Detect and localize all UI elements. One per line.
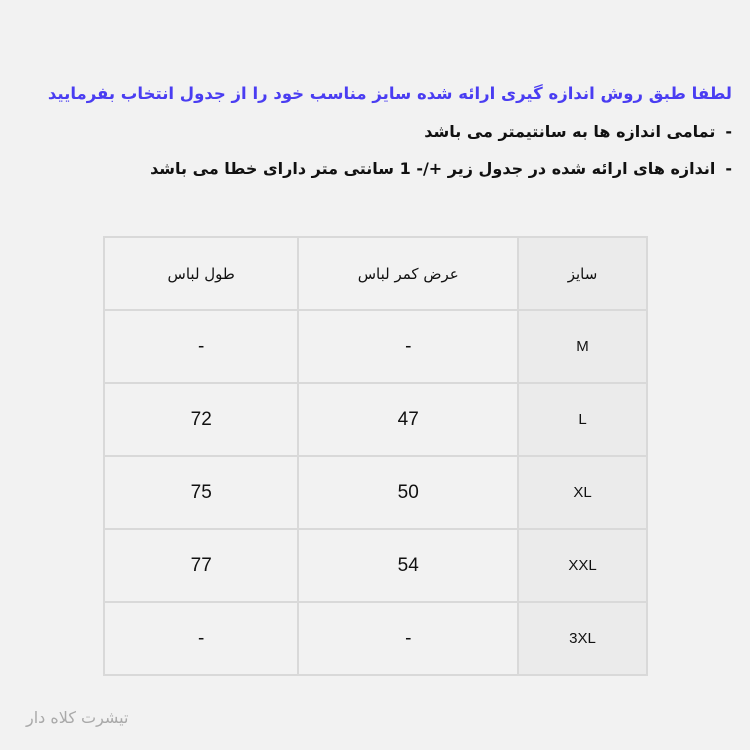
size-cell: XL — [518, 456, 647, 529]
waist-cell: 50 — [298, 456, 518, 529]
header-garment-length: طول لباس — [104, 237, 298, 310]
length-cell: - — [104, 310, 298, 383]
size-cell: 3XL — [518, 602, 647, 675]
waist-cell: - — [298, 602, 518, 675]
length-cell: - — [104, 602, 298, 675]
length-cell: 72 — [104, 383, 298, 456]
table-header-row — [104, 237, 647, 310]
waist-cell: 47 — [298, 383, 518, 456]
header-size: سایز — [518, 237, 647, 310]
units-note — [18, 120, 732, 144]
units-note-text: تمامی اندازه ها به سانتیمتر می باشد — [424, 122, 716, 141]
size-guide-headline: لطفا طبق روش اندازه گیری ارائه شده سایز مناسب خود را از جدول انتخاب بفرمایید — [47, 84, 732, 103]
size-cell: M — [518, 310, 647, 383]
length-cell: 77 — [104, 529, 298, 602]
waist-cell: - — [298, 310, 518, 383]
table-row — [104, 310, 647, 383]
table-row — [104, 529, 647, 602]
length-cell: 75 — [104, 456, 298, 529]
product-watermark: تیشرت کلاه دار — [26, 708, 129, 727]
size-chart-table — [103, 236, 648, 676]
note-bullet: - — [725, 122, 732, 141]
tolerance-note — [18, 157, 732, 181]
size-cell: XXL — [518, 529, 647, 602]
waist-cell: 54 — [298, 529, 518, 602]
table-row — [104, 383, 647, 456]
table-row — [104, 602, 647, 675]
size-cell: L — [518, 383, 647, 456]
table-row — [104, 456, 647, 529]
size-guide-intro — [18, 82, 732, 194]
note-bullet: - — [725, 159, 732, 178]
header-waist-width: عرض کمر لباس — [298, 237, 518, 310]
tolerance-note-text: اندازه های ارائه شده در جدول زیر +/- 1 سانتی متر دارای خطا می باشد — [150, 159, 716, 178]
